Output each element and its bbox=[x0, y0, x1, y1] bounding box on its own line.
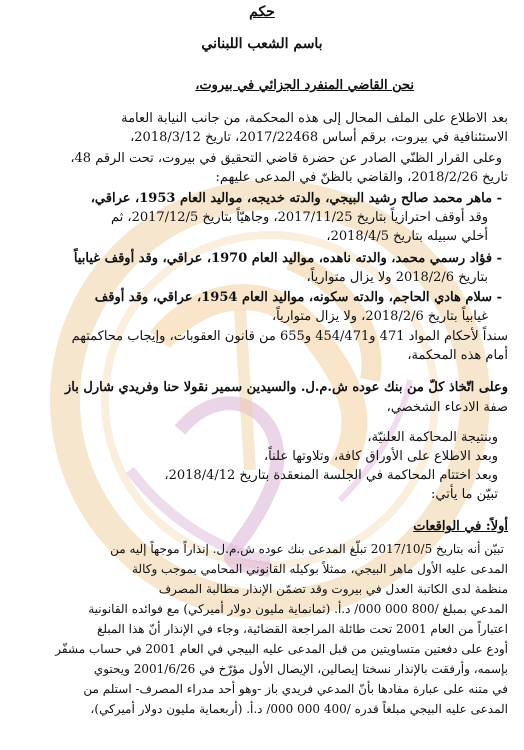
articles-line: أمام هذه المحكمة، bbox=[407, 348, 508, 363]
articles-line: سنداً لأحكام المواد 471 و454/471 و655 من قانون العقوبات، وإيجاب محاكمتهم bbox=[71, 329, 508, 344]
defendant-line: أخلي سبيله بتاريخ 2018/4/5، bbox=[326, 229, 488, 244]
defendant-line: وقد أوقف احترازياً بتاريخ 2017/11/25، وجاهيّاً بتاريخ 2017/12/5، ثم bbox=[110, 210, 488, 225]
intro-line: تاريخ 2018/2/26، والقاضي بالظنّ في المدعى عليهم: bbox=[215, 170, 508, 185]
defendant-line: - فؤاد رسمي محمد، والدته ناهده، مواليد العام 1970، عراقي، وقد أوقف غيابياً bbox=[73, 251, 502, 266]
intro-line: الاستئنافية في بيروت، برقم أساس 2017/22468، تاريخ 2018/3/12، bbox=[130, 130, 508, 145]
section-heading: أولاً: في الواقعات bbox=[413, 519, 508, 534]
procedure-line: وبعد الاطلاع على الأوراق كافة، وتلاوتها علناً، bbox=[263, 449, 498, 464]
facts-line: أودع على دفعتين متساويتين من قبل المدعى عليه البيجي في العام 2001 في حساب مشفّر bbox=[55, 642, 508, 656]
defendant-line: بتاريخ 2018/2/6 ولا يزال متوارياً، bbox=[306, 270, 488, 285]
plaintiffs-line: وعلى اتّخاذ كلّ من بنك عوده ش.م.ل. والسيدين سمير نقولا حنا وفريدي شارل باز bbox=[65, 380, 508, 395]
defendant-line: - سلام هادي الحاجم، والدته سكونه، مواليد العام 1954، عراقي، وقد أوقف bbox=[94, 290, 502, 305]
facts-line: في متنه على عبارة مفادها بأنّ المدعي فريدي باز -وهو أحد مدراء المصرف- استلم من bbox=[83, 682, 508, 696]
people-line: باسم الشعب اللبناني bbox=[201, 36, 323, 52]
procedure-line: تبيّن ما يأتي: bbox=[431, 487, 498, 502]
defendant-line: - ماهر محمد صالح رشيد البيجي، والدته خديجه، مواليد العام 1953، عراقي، bbox=[90, 191, 502, 206]
procedure-line: وبنتيجة المحاكمة العلنيّة، bbox=[367, 430, 498, 445]
defendant-line: غيابياً بتاريخ 2018/2/6، ولا يزال متوارياً، bbox=[271, 309, 488, 324]
facts-line: اعتباراً من العام 2001 تحت طائلة المراجعة القضائية، وجاء في الإنذار أنّ هذا المبلغ bbox=[96, 622, 508, 636]
document-title: حكم bbox=[249, 4, 275, 20]
plaintiffs-line: صفة الادعاء الشخصي، bbox=[386, 400, 508, 415]
facts-line: تبيّن أنه بتاريخ 2017/10/5 تبلّغ المدعى بنك عوده ش.م.ل. إنذاراً موجهاً إليه من bbox=[110, 542, 504, 556]
facts-line: المدعى عليه الأول ماهر البيجي، ممثلاً بوكيله القانوني المحامي بموجب وكالة bbox=[131, 562, 508, 576]
judge-line: نحن القاضي المنفرد الجزائي في بيروت، bbox=[195, 78, 414, 93]
facts-line: بإسمه، وأرفقت بالإنذار نسختا إيصالين، الإيصال الأول مؤرّخ في 2001/6/26 ويحتوي bbox=[93, 662, 508, 676]
facts-line: منظمة لدى الكاتبة العدل في بيروت وقد تضمّن الإنذار مطالبة المصرف bbox=[158, 582, 508, 596]
facts-line: المدعى عليه البيجي مبلغاً قدره /400 000 000/ د.أ. (أربعماية مليون دولار أميركي)، bbox=[90, 702, 508, 716]
procedure-line: وبعد اختتام المحاكمة في الجلسة المنعقدة بتاريخ 2018/4/12، bbox=[164, 468, 498, 483]
facts-line: المدعي بمبلغ /800 000 000/ د.أ. (ثمانماية مليون دولار أميركي) مع فوائده القانونية bbox=[88, 602, 508, 616]
intro-line: بعد الاطلاع على الملف المحال إلى هذه المحكمة، من جانب النيابة العامة bbox=[121, 111, 508, 126]
intro-line: وعلى القرار الظنّي الصادر عن حضرة قاضي التحقيق في بيروت، تحت الرقم 48، bbox=[70, 151, 502, 166]
